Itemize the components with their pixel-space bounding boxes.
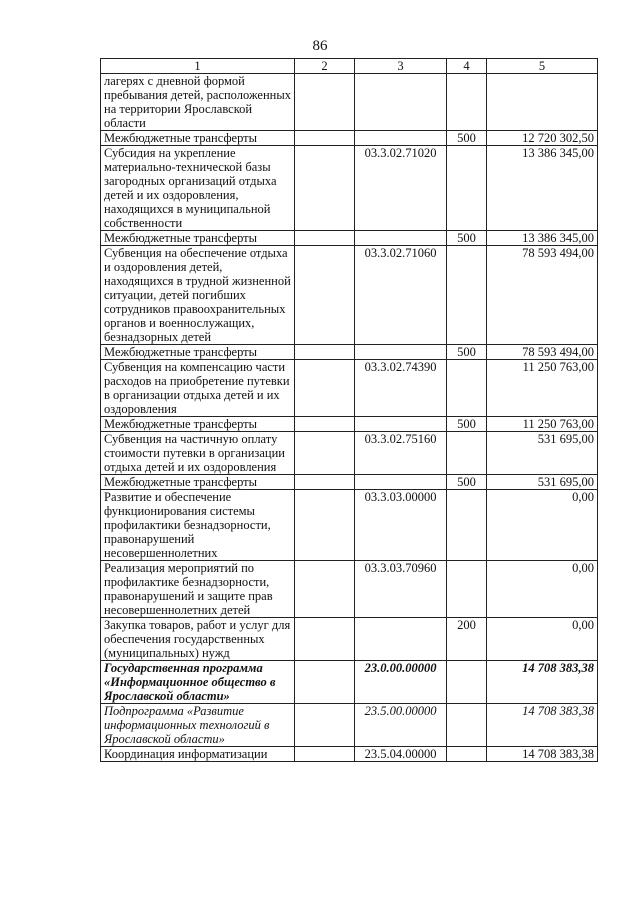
row-name-cell: Межбюджетные трансферты [101, 345, 295, 360]
table-row [101, 74, 598, 131]
row-col2-cell [295, 231, 355, 246]
row-name-cell: Субсидия на укрепление материально-технической базы загородных организаций отдыха детей и их оздоровления, находящихся в муниципальной собственности [101, 146, 295, 231]
table-row [101, 432, 598, 475]
row-code-cell: 23.0.00.00000 [355, 661, 447, 704]
row-col2-cell [295, 131, 355, 146]
row-kind-cell [447, 246, 487, 345]
header-col-1: 1 [101, 59, 295, 74]
table-row [101, 360, 598, 417]
table-row [101, 146, 598, 231]
table-body [101, 74, 598, 762]
row-col2-cell [295, 618, 355, 661]
row-code-cell: 03.3.02.75160 [355, 432, 447, 475]
row-code-cell: 03.3.03.00000 [355, 490, 447, 561]
row-kind-cell [447, 561, 487, 618]
row-name-cell: Межбюджетные трансферты [101, 475, 295, 490]
row-col2-cell [295, 561, 355, 618]
row-amount-cell: 14 708 383,38 [487, 661, 598, 704]
table-row [101, 246, 598, 345]
table-header-row [101, 59, 598, 74]
row-kind-cell: 500 [447, 475, 487, 490]
budget-table [100, 58, 598, 762]
row-name-cell: Государственная программа «Информационное общество в Ярославской области» [101, 661, 295, 704]
page-number: 86 [312, 38, 328, 54]
row-kind-cell [447, 704, 487, 747]
row-amount-cell: 78 593 494,00 [487, 246, 598, 345]
table-row [101, 704, 598, 747]
header-col-5: 5 [487, 59, 598, 74]
table-row [101, 747, 598, 762]
row-col2-cell [295, 74, 355, 131]
header-col-2: 2 [295, 59, 355, 74]
row-kind-cell [447, 360, 487, 417]
row-code-cell: 03.3.03.70960 [355, 561, 447, 618]
row-kind-cell: 500 [447, 345, 487, 360]
row-col2-cell [295, 345, 355, 360]
row-name-cell: Межбюджетные трансферты [101, 131, 295, 146]
row-name-cell: Развитие и обеспечение функционирования системы профилактики безнадзорности, правонарушений несовершеннолетних [101, 490, 295, 561]
row-kind-cell [447, 74, 487, 131]
row-name-cell: Координация информатизации [101, 747, 295, 762]
row-col2-cell [295, 490, 355, 561]
row-code-cell [355, 231, 447, 246]
row-kind-cell: 500 [447, 417, 487, 432]
row-name-cell: Межбюджетные трансферты [101, 417, 295, 432]
row-amount-cell: 11 250 763,00 [487, 417, 598, 432]
row-code-cell: 03.3.02.71020 [355, 146, 447, 231]
row-kind-cell [447, 661, 487, 704]
row-col2-cell [295, 661, 355, 704]
table-row [101, 561, 598, 618]
row-name-cell: лагерях с дневной формой пребывания детей, расположенных на территории Ярославской области [101, 74, 295, 131]
header-col-3: 3 [355, 59, 447, 74]
table-row [101, 475, 598, 490]
row-amount-cell: 0,00 [487, 490, 598, 561]
row-col2-cell [295, 417, 355, 432]
row-code-cell: 03.3.02.71060 [355, 246, 447, 345]
table-row [101, 131, 598, 146]
table-row [101, 231, 598, 246]
row-name-cell: Подпрограмма «Развитие информационных технологий в Ярославской области» [101, 704, 295, 747]
row-kind-cell: 200 [447, 618, 487, 661]
row-col2-cell [295, 246, 355, 345]
row-code-cell [355, 475, 447, 490]
row-code-cell: 23.5.00.00000 [355, 704, 447, 747]
row-kind-cell: 500 [447, 131, 487, 146]
table-row [101, 618, 598, 661]
row-col2-cell [295, 360, 355, 417]
row-kind-cell [447, 146, 487, 231]
row-col2-cell [295, 704, 355, 747]
row-kind-cell [447, 747, 487, 762]
row-name-cell: Субвенция на обеспечение отдыха и оздоровления детей, находящихся в трудной жизненной ситуации, детей погибших сотрудников правоохранительных органов и военнослужащих, безнадзорных детей [101, 246, 295, 345]
row-amount-cell: 13 386 345,00 [487, 146, 598, 231]
row-name-cell: Субвенция на компенсацию части расходов на приобретение путевки в организации отдыха детей и их оздоровления [101, 360, 295, 417]
row-code-cell [355, 131, 447, 146]
table-row [101, 345, 598, 360]
row-name-cell: Реализация мероприятий по профилактике безнадзорности, правонарушений и защите прав несовершеннолетних детей [101, 561, 295, 618]
row-code-cell [355, 417, 447, 432]
row-amount-cell: 13 386 345,00 [487, 231, 598, 246]
row-name-cell: Субвенция на частичную оплату стоимости путевки в организации отдыха детей и их оздоровления [101, 432, 295, 475]
row-code-cell: 23.5.04.00000 [355, 747, 447, 762]
row-amount-cell: 531 695,00 [487, 432, 598, 475]
table-row [101, 661, 598, 704]
row-amount-cell: 531 695,00 [487, 475, 598, 490]
row-amount-cell: 78 593 494,00 [487, 345, 598, 360]
row-code-cell [355, 618, 447, 661]
row-amount-cell: 11 250 763,00 [487, 360, 598, 417]
row-code-cell [355, 74, 447, 131]
row-col2-cell [295, 432, 355, 475]
table-row [101, 490, 598, 561]
row-kind-cell [447, 490, 487, 561]
row-kind-cell: 500 [447, 231, 487, 246]
row-col2-cell [295, 475, 355, 490]
row-amount-cell: 12 720 302,50 [487, 131, 598, 146]
row-name-cell: Закупка товаров, работ и услуг для обеспечения государственных (муниципальных) нужд [101, 618, 295, 661]
header-col-4: 4 [447, 59, 487, 74]
row-amount-cell [487, 74, 598, 131]
row-amount-cell: 0,00 [487, 561, 598, 618]
row-amount-cell: 0,00 [487, 618, 598, 661]
row-code-cell [355, 345, 447, 360]
row-code-cell: 03.3.02.74390 [355, 360, 447, 417]
row-kind-cell [447, 432, 487, 475]
row-name-cell: Межбюджетные трансферты [101, 231, 295, 246]
table-row [101, 417, 598, 432]
row-amount-cell: 14 708 383,38 [487, 704, 598, 747]
row-col2-cell [295, 146, 355, 231]
row-col2-cell [295, 747, 355, 762]
row-amount-cell: 14 708 383,38 [487, 747, 598, 762]
